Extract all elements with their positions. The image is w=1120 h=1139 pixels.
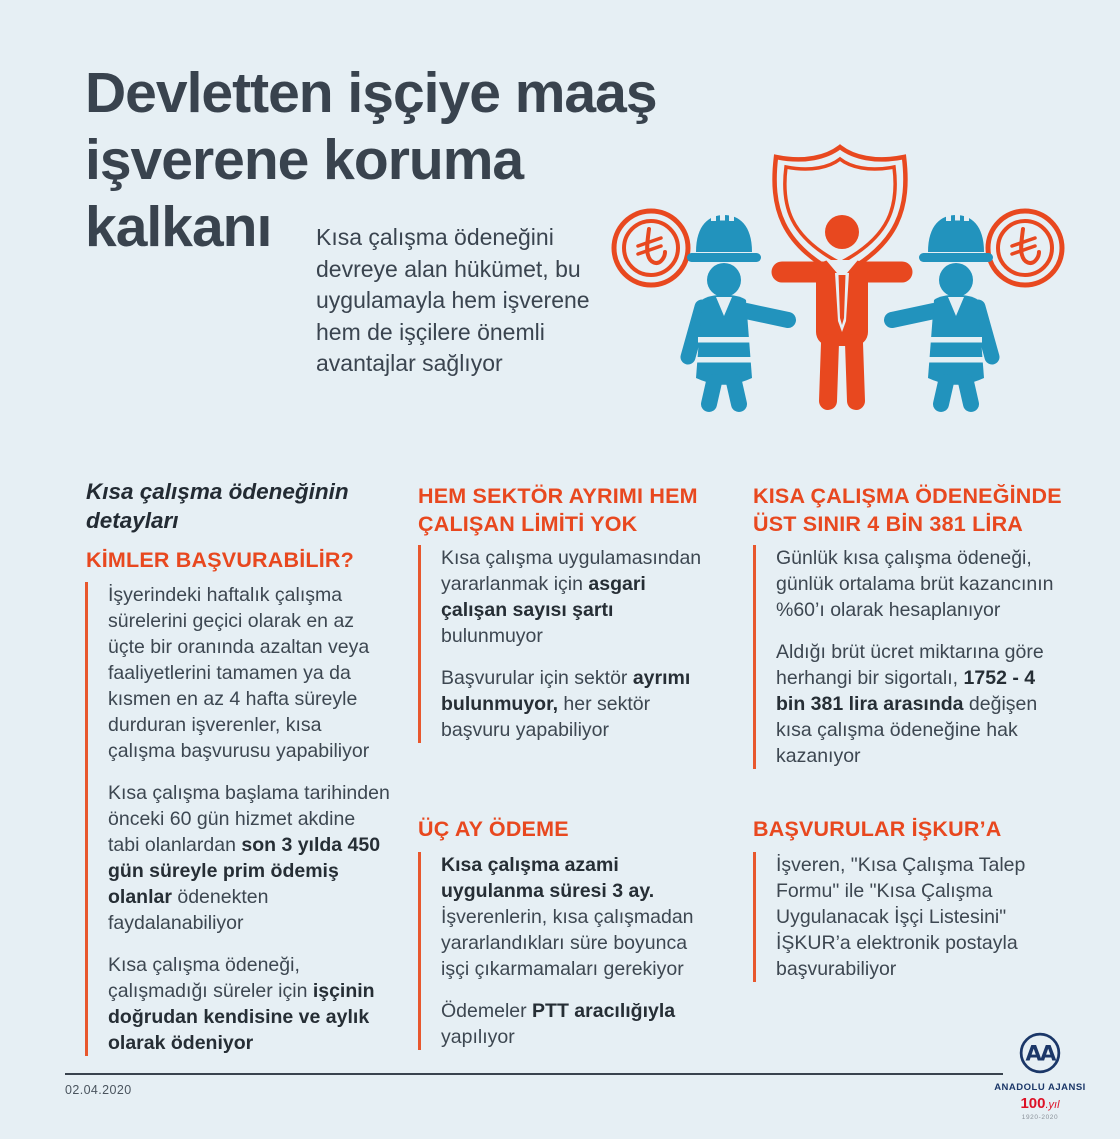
paragraph: Kısa çalışma uygulamasından yararlanmak için asgari çalışan sayısı şartı bulunmuyor bbox=[441, 547, 702, 647]
lira-symbol-icon bbox=[638, 229, 665, 263]
paragraph: İşveren, "Kısa Çalışma Talep Formu" ile "Kısa Çalışma Uygulanacak İşçi Listesini" İŞKUR’a elektronik postayla başvurabiliyor bbox=[776, 854, 1026, 980]
protection-shield-icon bbox=[775, 147, 906, 275]
paragraph: İşyerindeki haftalık çalışma sürelerini geçici olarak en az üçte bir oranında azaltan veya faaliyetlerini tamamen ya da kısmen en az 4 hafta süreyle durduran işverenler, kısa çalışma başvurusu yapabiliyor bbox=[108, 584, 370, 762]
paragraph: Kısa çalışma azami uygulanma süresi 3 ay. İşverenlerin, kısa çalışmadan yararlandıkları süre boyunca işçi çıkarmamaları gerekiyor bbox=[441, 854, 694, 980]
turkish-lira-coin-icon-left bbox=[614, 211, 688, 285]
aa-monogram-icon bbox=[1017, 1030, 1063, 1076]
hero-illustration bbox=[608, 138, 1068, 438]
title-line-3: kalkanı bbox=[85, 195, 272, 259]
logo-anniversary bbox=[993, 1095, 1087, 1113]
section-heading-uc-ay-odeme: ÜÇ AY ÖDEME bbox=[418, 817, 569, 841]
logo-years: 1920-2020 bbox=[1021, 1114, 1059, 1121]
logo-agency-name: ANADOLU AJANSI bbox=[994, 1082, 1086, 1093]
section-body-kimler-basvurabilir bbox=[85, 582, 390, 1056]
intro-heading: Kısa çalışma ödeneğinin detayları bbox=[86, 479, 349, 533]
section-body-sektor-ayrimi bbox=[418, 545, 714, 743]
anadolu-ajansi-logo bbox=[993, 1030, 1087, 1121]
title-line-2: işverene koruma bbox=[85, 128, 524, 192]
paragraph: Ödemeler PTT aracılığıyla yapılıyor bbox=[441, 1000, 676, 1048]
subtitle-text: Kısa çalışma ödeneğini devreye alan hükümet, bu uygulamayla hem işverene hem de işçilere önemli avantajlar sağlıyor bbox=[316, 224, 590, 376]
section-heading-kimler-basvurabilir: KİMLER BAŞVURABİLİR? bbox=[86, 548, 354, 572]
paragraph: Başvurular için sektör ayrımı bulunmuyor, her sektör başvuru yapabiliyor bbox=[441, 667, 691, 741]
section-heading-basvurular-iskura: BAŞVURULAR İŞKUR’A bbox=[753, 817, 1002, 841]
footer-divider bbox=[65, 1073, 1003, 1075]
paragraph: Kısa çalışma ödeneği, çalışmadığı süreler için işçinin doğrudan kendisine ve aylık olarak ödeniyor bbox=[108, 954, 375, 1054]
anniversary-suffix: .yıl bbox=[1045, 1099, 1060, 1111]
lira-symbol-icon bbox=[1012, 229, 1039, 263]
paragraph: Aldığı brüt ücret miktarına göre herhangi bir sigortalı, 1752 - 4 bin 381 lira arasında değişen kısa çalışma ödeneğine hak kazanıyor bbox=[776, 641, 1044, 767]
worker-figure-icon-left bbox=[687, 212, 788, 405]
worker-figure-icon-right bbox=[892, 212, 993, 405]
section-heading-ust-sinir: KISA ÇALIŞMA ÖDENEĞİNDE ÜST SINIR 4 BİN 381 LİRA bbox=[753, 484, 1062, 536]
section-heading-sektor-ayrimi: HEM SEKTÖR AYRIMI HEM ÇALIŞAN LİMİTİ YOK bbox=[418, 484, 698, 536]
publish-date: 02.04.2020 bbox=[65, 1083, 132, 1097]
svg-text:AA: AA bbox=[1025, 1040, 1055, 1066]
section-body-ust-sinir bbox=[753, 545, 1069, 769]
anniversary-number: 100 bbox=[1020, 1095, 1046, 1112]
paragraph: Kısa çalışma başlama tarihinden önceki 60 gün hizmet akdine tabi olanlardan son 3 yılda 450 gün süreyle prim ödemiş olanlar ödenekten faydalanabiliyor bbox=[108, 782, 390, 934]
section-body-basvurular-iskura bbox=[753, 852, 1069, 982]
section-body-uc-ay-odeme bbox=[418, 852, 714, 1050]
title-line-1: Devletten işçiye maaş bbox=[85, 61, 657, 125]
hero-illustration-svg bbox=[608, 138, 1068, 438]
turkish-lira-coin-icon-right bbox=[988, 211, 1062, 285]
paragraph: Günlük kısa çalışma ödeneği, günlük ortalama brüt kazancının %60’ı olarak hesaplanıyor bbox=[776, 547, 1054, 621]
